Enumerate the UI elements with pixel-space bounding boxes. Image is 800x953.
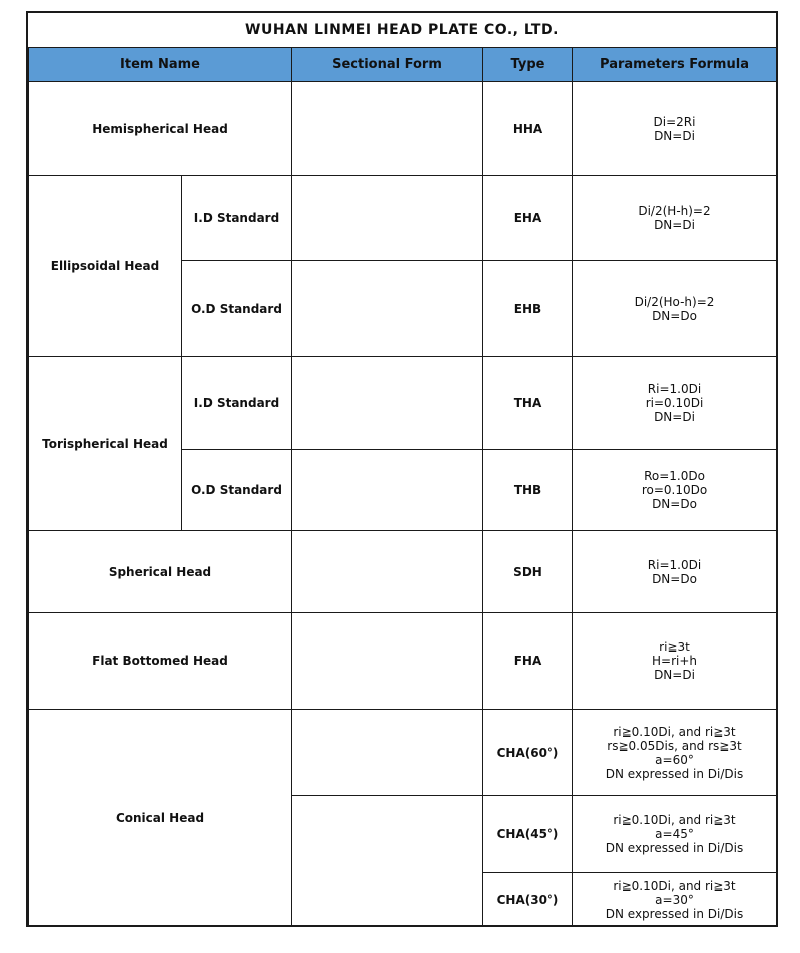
type-code: HHA <box>483 82 573 176</box>
table-row <box>29 176 777 261</box>
table-row <box>29 82 777 176</box>
company-title: WUHAN LINMEI HEAD PLATE CO., LTD. <box>245 22 559 38</box>
type-code: THB <box>483 450 573 531</box>
sectional-form-cell <box>292 613 483 710</box>
type-code: SDH <box>483 531 573 613</box>
table-row <box>29 613 777 710</box>
sectional-form-cell <box>292 450 483 531</box>
item-name: Ellipsoidal Head <box>29 176 182 357</box>
spec-sheet <box>26 11 778 927</box>
sectional-form-cell <box>292 796 483 927</box>
item-name: Hemispherical Head <box>29 82 292 176</box>
sub-standard: O.D Standard <box>182 261 292 357</box>
type-code: EHA <box>483 176 573 261</box>
item-name: Torispherical Head <box>29 357 182 531</box>
table-row <box>29 710 777 796</box>
table-row <box>29 531 777 613</box>
parameters-formula: ri≧0.10Di, and ri≧3t rs≧0.05Dis, and rs≧3t a=60° DN expressed in Di/Dis <box>573 710 777 796</box>
sub-standard: I.D Standard <box>182 176 292 261</box>
sectional-form-cell <box>292 357 483 450</box>
parameters-formula: Ri=1.0Di ri=0.10Di DN=Di <box>573 357 777 450</box>
sectional-form-cell <box>292 176 483 261</box>
parameters-formula: Ri=1.0Di DN=Do <box>573 531 777 613</box>
type-code: THA <box>483 357 573 450</box>
header-type: Type <box>483 48 573 82</box>
parameters-formula: Di/2(Ho-h)=2 DN=Do <box>573 261 777 357</box>
parameters-formula: Ro=1.0Do ro=0.10Do DN=Do <box>573 450 777 531</box>
type-code: CHA(60°) <box>483 710 573 796</box>
sectional-form-cell <box>292 82 483 176</box>
parameters-formula: Di=2Ri DN=Di <box>573 82 777 176</box>
parameters-formula: ri≧3t H=ri+h DN=Di <box>573 613 777 710</box>
sectional-form-cell <box>292 261 483 357</box>
sectional-form-cell <box>292 710 483 796</box>
sectional-form-cell <box>292 531 483 613</box>
parameters-formula: ri≧0.10Di, and ri≧3t a=45° DN expressed in Di/Dis <box>573 796 777 873</box>
header-item-name: Item Name <box>29 48 292 82</box>
sub-standard: I.D Standard <box>182 357 292 450</box>
type-code: EHB <box>483 261 573 357</box>
item-name: Spherical Head <box>29 531 292 613</box>
type-code: CHA(30°) <box>483 873 573 927</box>
type-code: FHA <box>483 613 573 710</box>
parameters-formula: Di/2(H-h)=2 DN=Di <box>573 176 777 261</box>
table-row <box>29 357 777 450</box>
parameters-formula: ri≧0.10Di, and ri≧3t a=30° DN expressed in Di/Dis <box>573 873 777 927</box>
sub-standard: O.D Standard <box>182 450 292 531</box>
header-row <box>29 48 777 82</box>
item-name: Conical Head <box>29 710 292 927</box>
item-name: Flat Bottomed Head <box>29 613 292 710</box>
type-code: CHA(45°) <box>483 796 573 873</box>
header-sectional-form: Sectional Form <box>292 48 483 82</box>
header-parameters-formula: Parameters Formula <box>573 48 777 82</box>
head-plate-table <box>28 47 777 927</box>
